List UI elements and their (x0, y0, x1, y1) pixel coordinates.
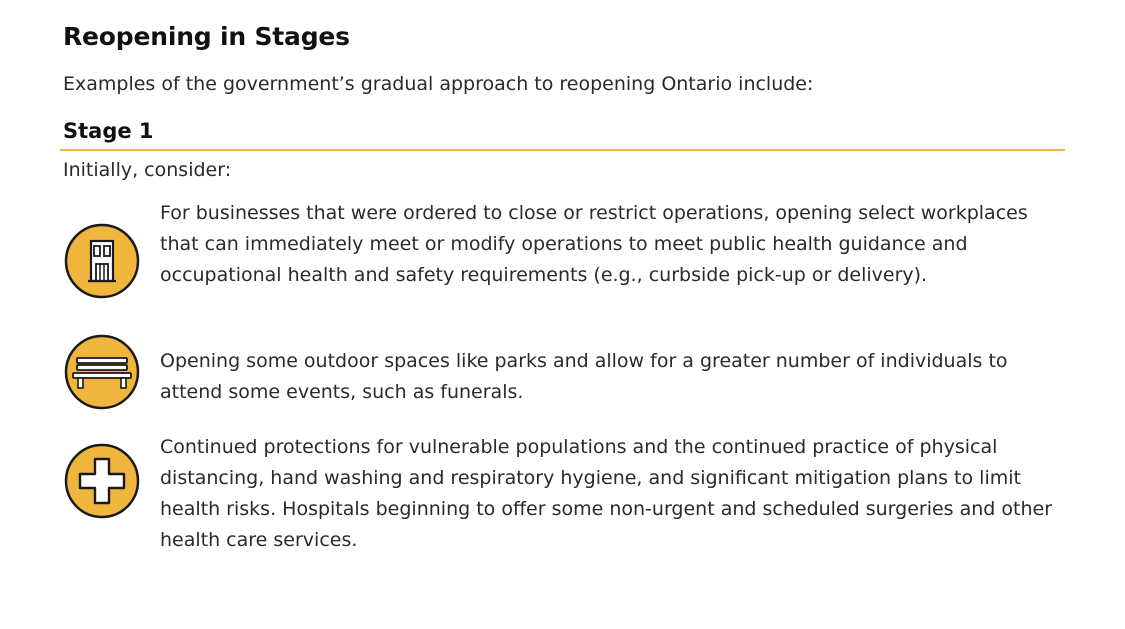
stage-item-text: Continued protections for vulnerable populations and the continued practice of physical distancing, hand washing and respiratory hygiene, and significant mitigation plans to limit health risks. Hospitals beginning to offer some non-urgent and scheduled surgeries and other health care services. (160, 436, 1053, 551)
page-title: Reopening in Stages (63, 22, 350, 51)
medical-cross-icon (63, 442, 141, 520)
stage-item-text: Opening some outdoor spaces like parks and allow for a greater number of individuals to attend some events, such as funerals. (160, 350, 1008, 403)
stage-divider (60, 149, 1065, 151)
park-bench-icon (63, 333, 141, 411)
intro-text: Examples of the government’s gradual approach to reopening Ontario include: (63, 73, 814, 95)
stage-item-text: For businesses that were ordered to close or restrict operations, opening select workplaces that can immediately meet or modify operations to meet public health guidance and occupational health and safety requirements (e.g., curbside pick-up or delivery). (160, 202, 1028, 286)
stage-heading: Stage 1 (63, 119, 154, 143)
building-icon (63, 222, 141, 300)
stage-subheading: Initially, consider: (63, 159, 232, 181)
